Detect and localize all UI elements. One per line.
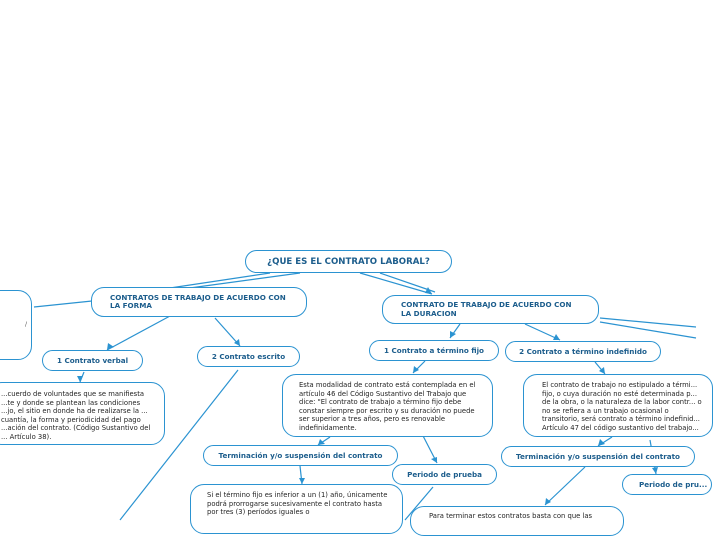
- edge-duracion-right-2: [600, 322, 696, 338]
- node-term-detail-content: Para terminar estos contratos basta con que las: [429, 512, 593, 520]
- node-indef-text[interactable]: [523, 374, 713, 437]
- node-verbal-label: 1 Contrato verbal: [56, 356, 129, 365]
- node-periodo1[interactable]: [392, 464, 497, 485]
- edge-forma-verbal: [107, 316, 170, 350]
- node-fijo-label: 1 Contrato a término fijo: [384, 346, 484, 355]
- node-duracion[interactable]: [382, 295, 599, 324]
- node-periodo1-label: Periodo de prueba: [407, 470, 482, 479]
- node-forma[interactable]: [91, 287, 307, 317]
- edge-term2-detail: [545, 467, 585, 505]
- root-title: ¿QUE ES EL CONTRATO LABORAL?: [267, 256, 430, 267]
- node-escrito[interactable]: [197, 346, 300, 367]
- node-verbal[interactable]: [42, 350, 143, 371]
- node-term1-label: Terminación y/o suspensión del contrato: [218, 451, 383, 460]
- node-verbal-text[interactable]: [0, 382, 165, 445]
- edge-root-duracion: [360, 273, 432, 294]
- node-forma-label: CONTRATOS DE TRABAJO DE ACUERDO CON LA FORMA: [110, 292, 286, 310]
- edge-forma-left: [34, 301, 92, 307]
- node-fijo-text[interactable]: [282, 374, 493, 437]
- node-indefinido-label: 2 Contrato a término indefinido: [519, 347, 647, 356]
- node-periodo2[interactable]: [622, 474, 712, 495]
- node-indef-text-content: El contrato de trabajo no estipulado a térmi... fijo, o cuya duración no esté determinada p... de la obra, o la naturaleza de la labor contr... o no se refiera a un trabajo ocasional o transitorio, será contrato a término indefinid... Artículo 47 del código sustantivo del trabajo...: [542, 381, 702, 432]
- edge-root-forma: [170, 273, 270, 288]
- node-fijo-detail-content: Si el término fijo es inferior a un (1) año, únicamente podrá prorrogarse sucesivamente el contrato hasta por tres (3) períodos iguales o: [207, 491, 388, 517]
- node-fijo-detail[interactable]: [190, 484, 403, 534]
- node-indefinido[interactable]: [505, 341, 661, 362]
- edge-duracion-right: [600, 318, 696, 327]
- node-left-partial-mark: /: [25, 321, 28, 328]
- node-left-partial[interactable]: [0, 290, 32, 360]
- node-fijo-text-content: Esta modalidad de contrato está contemplada en el artículo 46 del Código Sustantivo del Trabajo que dice: "El contrato de trabajo a término fijo debe constar siempre por escrito y su duración no puede ser superior a tres años, pero es renovable indefinidamente.: [299, 381, 476, 432]
- node-term2[interactable]: [501, 446, 695, 467]
- edge-root-duracion-2: [380, 273, 435, 292]
- arrowhead: [652, 467, 658, 474]
- arrowhead: [545, 498, 551, 505]
- node-term2-label: Terminación y/o suspensión del contrato: [516, 452, 680, 461]
- node-term1[interactable]: [203, 445, 398, 466]
- node-escrito-label: 2 Contrato escrito: [211, 352, 286, 361]
- root-node[interactable]: [245, 250, 452, 273]
- node-periodo2-label: Periodo de pru...: [639, 480, 708, 489]
- arrowhead: [413, 366, 419, 373]
- node-fijo[interactable]: [369, 340, 499, 361]
- arrowhead: [450, 331, 456, 338]
- node-term-detail[interactable]: [410, 506, 624, 536]
- node-duracion-label: CONTRATO DE TRABAJO DE ACUERDO CON LA DURACION: [401, 300, 572, 318]
- arrowhead: [107, 343, 114, 350]
- node-verbal-text-content: ...cuerdo de voluntades que se manifiesta ...te y donde se plantean las condiciones ...jo, el sitio en donde ha de realizarse la ... cuantía, la forma y periodicidad del pago ...ación del contrato. (Código Sustantivo del ... Artículo 38).: [1, 390, 151, 441]
